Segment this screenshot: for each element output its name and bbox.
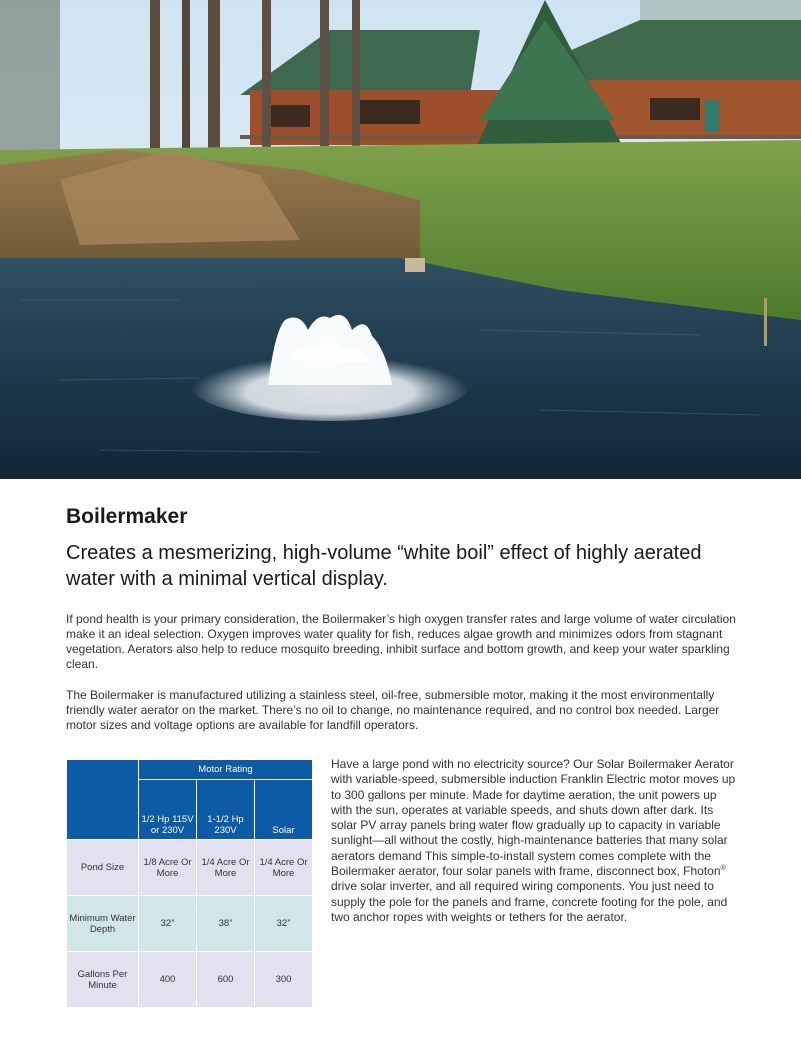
- motor-paragraph: The Boilermaker is manufactured utilizing a stainless steel, oil-free, submersible motor, making it the most environmentally friendly water aerator on the market. There’s no oil to change, no maintenance required, and no control box needed. Larger motor sizes and voltage options are available for landfill operators.: [66, 688, 720, 732]
- solar-text-part1: Have a large pond with no electricity source? Our Solar Boilermaker Aerator with variable-speed, submersible induction Franklin Electric motor moves up to 300 gallons per minute. Made for daytime aeration, the unit powers up with the sun, operates at variable speeds, and shuts down after dark. Its solar PV array panels bring water flow gradually up to capacity in variable sunlight—all without the costly, high-maintenance batteries that many solar aerators demand This simple-to-install system comes complete with the Boilermaker aerator, four solar panels with frame, disconnect box, Fhoton: [331, 757, 736, 879]
- table-cell: 32”: [139, 896, 197, 952]
- solar-paragraph: [331, 757, 736, 925]
- column-header: Solar: [255, 780, 313, 840]
- table-cell: 38”: [197, 896, 255, 952]
- motor-rating-header: Motor Rating: [139, 760, 313, 780]
- row-label: Gallons Per Minute: [67, 952, 139, 1008]
- row-label: Minimum Water Depth: [67, 896, 139, 952]
- table-cell: 1/8 Acre Or More: [139, 840, 197, 896]
- table-cell: 1/4 Acre Or More: [197, 840, 255, 896]
- table-header-row: [67, 760, 313, 780]
- intro-paragraph: If pond health is your primary consideration, the Boilermaker’s high oxygen transfer rates and large volume of water circulation make it an ideal selection. Oxygen improves water quality for fish, reduces algae growth and minimizes odors from stagnant vegetation. Aerators also help to reduce mosquito breeding, inhibit surface and bottom growth, and keep your water sparkling clean.: [66, 612, 736, 671]
- table-cell: 1/4 Acre Or More: [255, 840, 313, 896]
- hero-photo: [0, 0, 801, 479]
- spec-table: [66, 759, 313, 1008]
- table-cell: 400: [139, 952, 197, 1008]
- table-corner-cell: [67, 760, 139, 840]
- table-row: [67, 840, 313, 896]
- column-header: 1/2 Hp 115V or 230V: [139, 780, 197, 840]
- table-cell: 600: [197, 952, 255, 1008]
- table-row: [67, 952, 313, 1008]
- page-title: Boilermaker: [66, 505, 188, 528]
- table-cell: 32”: [255, 896, 313, 952]
- registered-mark: ®: [720, 865, 726, 873]
- solar-text-part2: drive solar inverter, and all required wiring components. You just need to supply the pole for the panels and frame, concrete footing for the pole, and two anchor ropes with weights or tethers for the aerator.: [331, 879, 728, 924]
- table-row: [67, 896, 313, 952]
- table-cell: 300: [255, 952, 313, 1008]
- column-header: 1-1/2 Hp 230V: [197, 780, 255, 840]
- page-subtitle: Creates a mesmerizing, high-volume “white boil” effect of highly aerated water with a minimal vertical display.: [66, 542, 702, 590]
- row-label: Pond Size: [67, 840, 139, 896]
